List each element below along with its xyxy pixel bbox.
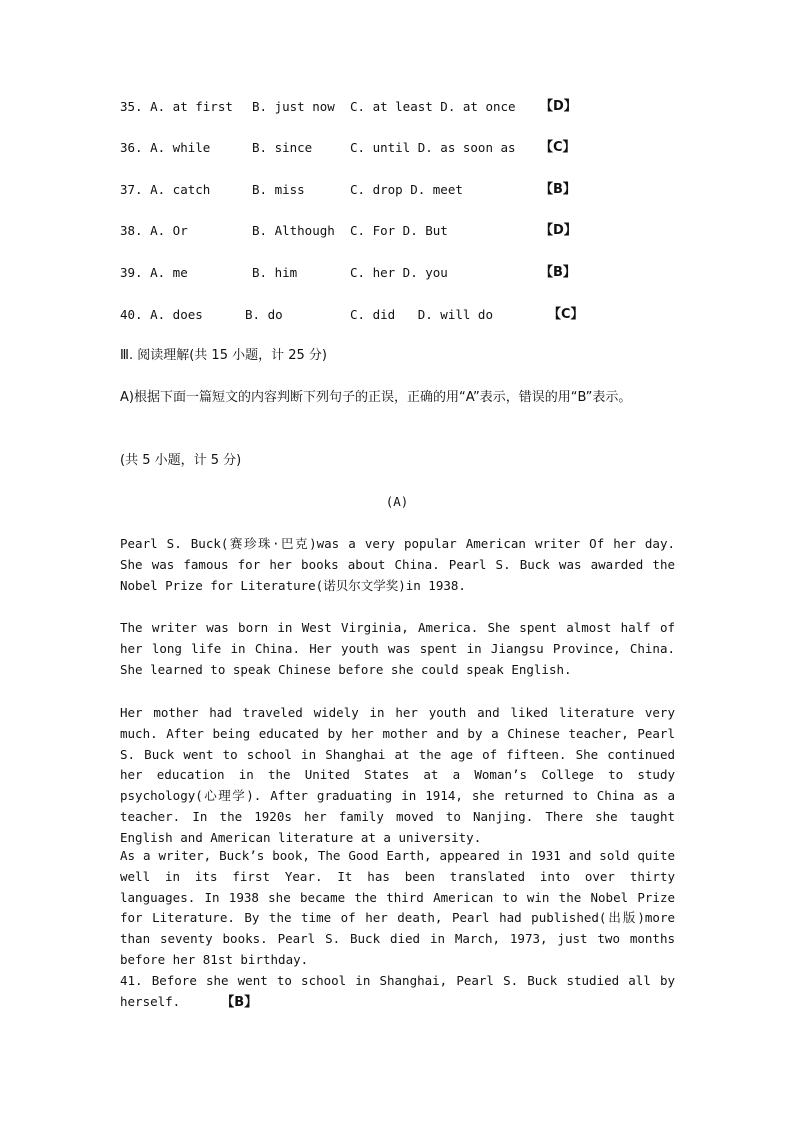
question-row xyxy=(120,221,577,241)
answer-badge: 【B】 xyxy=(540,265,576,280)
question-option-b: B. him xyxy=(252,265,298,280)
question-option-cd: C. at least D. at once xyxy=(350,99,516,114)
question-option-b: B. just now xyxy=(252,99,335,114)
question-option-b: B. do xyxy=(245,307,283,322)
passage-paragraph-4 xyxy=(120,846,675,971)
question-option-a: 40. A. does xyxy=(120,307,203,322)
question-option-a: 35. A. at first xyxy=(120,99,233,114)
question-row xyxy=(120,263,576,283)
paragraph-text: Pearl S. Buck(赛珍珠·巴克)was a very popular American writer Of her day. She was famous for her books about China. Pearl S. Buck was awarded the Nobel Prize for Literature(诺贝尔文学奖)in 1938. xyxy=(120,536,675,593)
question-option-cd: C. her D. you xyxy=(350,265,448,280)
answer-badge: 【C】 xyxy=(548,307,584,322)
question-row xyxy=(120,180,576,200)
question-option-cd: C. drop D. meet xyxy=(350,182,463,197)
question-option-a: 38. A. Or xyxy=(120,223,188,238)
question-option-b: B. since xyxy=(252,140,313,155)
paragraph-text: As a writer, Buck’s book, The Good Earth, appeared in 1931 and sold quite well in its first Year. It has been translated into over thirty languages. In 1938 she became the third American to win the Nobel Prize for Literature. By the time of her death, Pearl had published(出版)more than seventy books. Pearl S. Buck died in March, 1973, just two months before her 81st birthday. xyxy=(120,848,675,967)
question-row xyxy=(120,97,577,117)
question-41 xyxy=(120,971,675,1014)
section-subnote: (共 5 小题，计 5 分) xyxy=(120,453,242,468)
question-option-a: 37. A. catch xyxy=(120,182,211,197)
question-option-a: 36. A. while xyxy=(120,140,211,155)
answer-badge: 【C】 xyxy=(540,140,576,155)
question-41-text: 41. Before she went to school in Shanghai, Pearl S. Buck studied all by herself. xyxy=(120,973,675,1009)
question-option-cd: C. until D. as soon as xyxy=(350,140,516,155)
passage-paragraph-2 xyxy=(120,618,675,680)
question-row xyxy=(120,138,576,158)
question-row xyxy=(120,305,584,325)
passage-paragraph-3 xyxy=(120,703,675,849)
question-option-b: B. Although xyxy=(252,223,335,238)
question-option-cd: C. did D. will do xyxy=(350,307,493,322)
question-option-a: 39. A. me xyxy=(120,265,188,280)
answer-badge: 【B】 xyxy=(540,182,576,197)
answer-badge: 【D】 xyxy=(540,99,577,114)
answer-badge: 【B】 xyxy=(221,994,258,1010)
question-option-cd: C. For D. But xyxy=(350,223,448,238)
section-title: Ⅲ. 阅读理解(共 15 小题，计 25 分) xyxy=(120,348,327,363)
passage-label: (A) xyxy=(385,494,409,509)
paragraph-text: Her mother had traveled widely in her youth and liked literature very much. After being educated by her mother and by a Chinese teacher, Pearl S. Buck went to school in Shanghai at the age of fifteen. She continued her education in the United States at a Woman’s College to study psychology(心理学). After graduating in 1914, she returned to China as a teacher. In the 1920s her family moved to Nanjing. There she taught English and American literature at a university. xyxy=(120,705,675,845)
section-instruction: A)根据下面一篇短文的内容判断下列句子的正误，正确的用“A”表示，错误的用“B”表示。 xyxy=(120,390,632,405)
passage-paragraph-1 xyxy=(120,534,675,596)
answer-badge: 【D】 xyxy=(540,223,577,238)
paragraph-text: The writer was born in West Virginia, America. She spent almost half of her long life in China. Her youth was spent in Jiangsu Province, China. She learned to speak Chinese before she could speak English. xyxy=(120,620,675,677)
question-option-b: B. miss xyxy=(252,182,305,197)
